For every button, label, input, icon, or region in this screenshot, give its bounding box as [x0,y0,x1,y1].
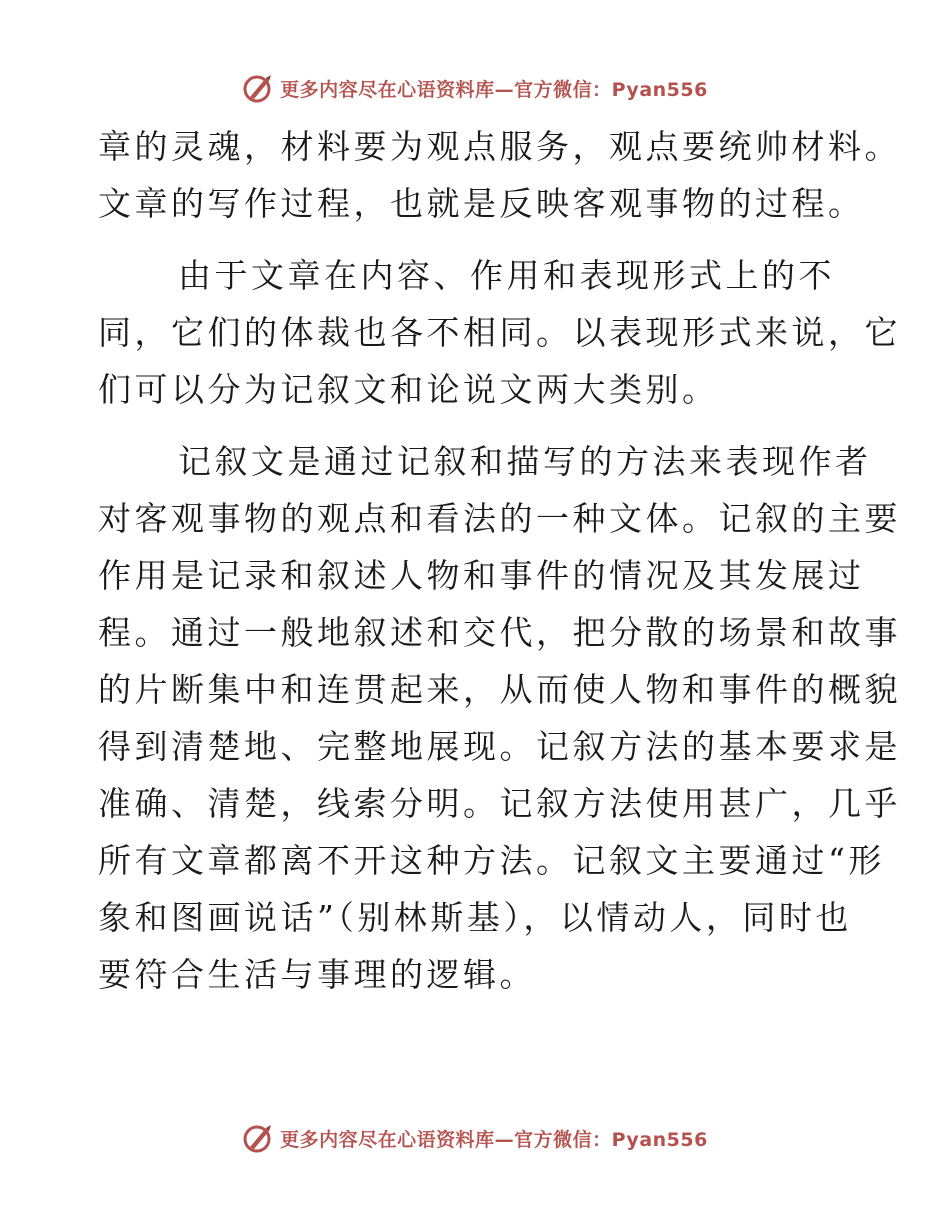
text-line: 作用是记录和叙述人物和事件的情况及其发展过 [98,556,865,595]
watermark-text: 更多内容尽在心语资料库—官方微信：Pyan556 [280,78,708,101]
watermark-text: 更多内容尽在心语资料库—官方微信：Pyan556 [280,1128,708,1151]
text-line: 要符合生活与事理的逻辑。 [98,955,536,994]
footer-watermark [0,1122,950,1154]
text-line: 得到清楚地、完整地展现。记叙方法的基本要求是 [98,727,901,766]
document-body [98,118,901,1018]
quill-pen-logo-icon [242,72,274,104]
paragraph-2 [98,247,901,418]
paragraph-1 [98,118,901,232]
text-line: 记叙文是通过记叙和描写的方法来表现作者 [178,442,872,481]
text-line: 所有文章都离不开这种方法。记叙文主要通过“形 [98,841,885,880]
header-watermark [0,72,950,104]
text-line: 章的灵魂，材料要为观点服务，观点要统帅材料。 [98,127,901,166]
quill-pen-logo-icon [242,1122,274,1154]
text-line: 由于文章在内容、作用和表现形式上的不 [178,256,835,295]
text-line: 们可以分为记叙文和论说文两大类别。 [98,370,719,409]
text-line: 准确、清楚，线索分明。记叙方法使用甚广，几乎 [98,784,901,823]
text-line: 文章的写作过程，也就是反映客观事物的过程。 [98,184,865,223]
text-line: 的片断集中和连贯起来，从而使人物和事件的概貌 [98,670,901,709]
text-line: 对客观事物的观点和看法的一种文体。记叙的主要 [98,499,901,538]
text-line: 程。通过一般地叙述和交代，把分散的场景和故事 [98,613,901,652]
text-line: 象和图画说话”（别林斯基），以情动人，同时也 [98,898,852,937]
text-line: 同，它们的体裁也各不相同。以表现形式来说，它 [98,313,901,352]
paragraph-3 [98,433,901,1003]
